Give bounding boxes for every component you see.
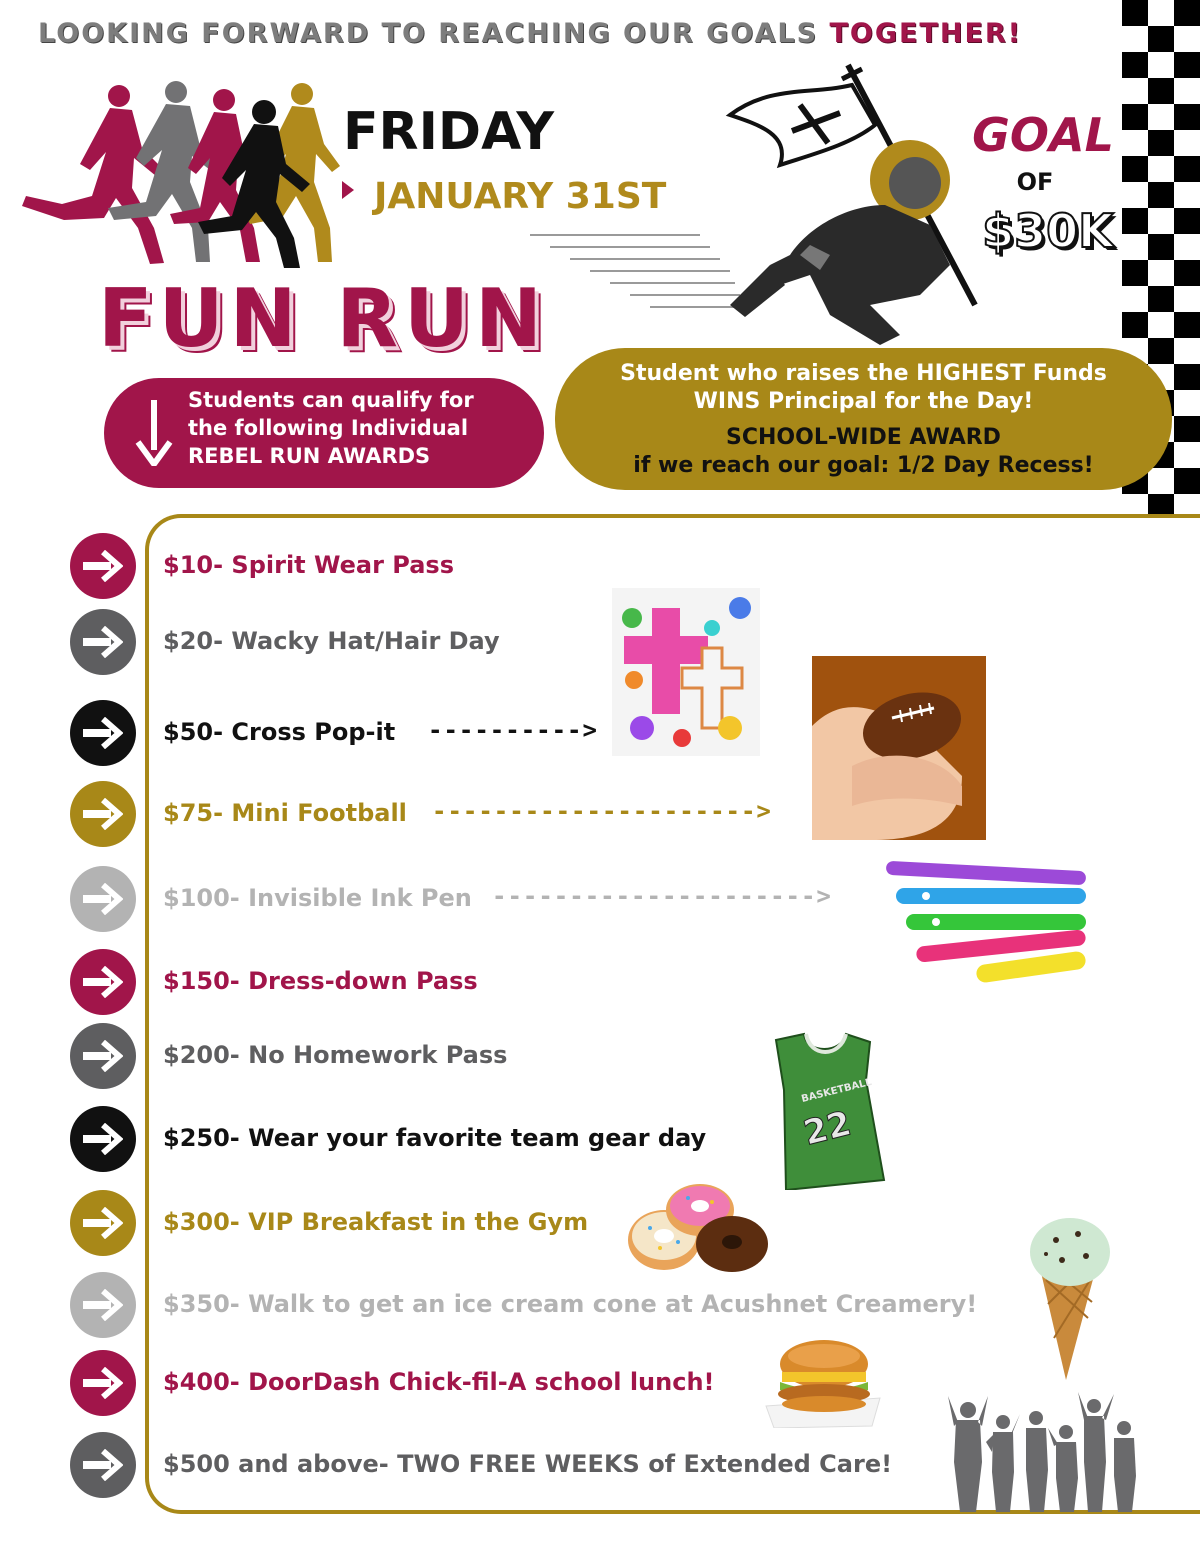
reward-tier	[70, 781, 1170, 849]
goal-amount: $30K	[982, 204, 1114, 258]
arrow-down-icon	[134, 400, 174, 466]
arrow-right-icon	[70, 866, 136, 932]
arrow-right-icon	[70, 1432, 136, 1498]
tagline-main: LOOKING FORWARD TO REACHING OUR GOALS	[38, 18, 830, 49]
arrow-right-icon	[70, 1190, 136, 1256]
arrow-right-icon	[70, 700, 136, 766]
basketball-jersey-image	[766, 1030, 886, 1190]
chicken-sandwich-image	[762, 1336, 884, 1428]
reward-tier-label: $200- No Homework Pass	[163, 1041, 508, 1069]
donuts-image	[624, 1180, 770, 1280]
reward-tier-label: $100- Invisible Ink Pen	[163, 884, 472, 912]
qualify-line-1: Students can qualify for	[188, 388, 474, 412]
award-line-2: WINS Principal for the Day!	[693, 389, 1034, 414]
qualify-banner	[104, 378, 544, 488]
arrow-right-icon	[70, 533, 136, 599]
reward-tier-pointer: --------------------->	[432, 797, 772, 825]
reward-tier-label: $400- DoorDash Chick-fil-A school lunch!	[163, 1368, 715, 1396]
jersey-text: BASKETBALL	[800, 1076, 873, 1106]
reward-tier	[70, 1023, 1170, 1091]
ice-cream-cone-image	[1026, 1208, 1114, 1380]
reward-tier-pointer: ---------->	[428, 716, 598, 744]
date-pointer-icon	[342, 181, 354, 199]
award-line-1: Student who raises the HIGHEST Funds	[620, 361, 1107, 386]
invisible-ink-pens-image	[876, 858, 1094, 984]
reward-tier-label: $10- Spirit Wear Pass	[163, 551, 454, 579]
tagline	[38, 18, 1118, 49]
arrow-right-icon	[70, 781, 136, 847]
award-line-3: SCHOOL-WIDE AWARD	[726, 425, 1001, 450]
arrow-right-icon	[70, 609, 136, 675]
reward-tier-label: $75- Mini Football	[163, 799, 407, 827]
goal-of-label: OF	[1016, 168, 1054, 196]
qualify-line-2: the following Individual	[188, 416, 469, 440]
event-title: FUN RUN	[98, 272, 548, 365]
reward-tier-label: $350- Walk to get an ice cream cone at Acushnet Creamery!	[163, 1290, 978, 1318]
goal-label: GOAL	[972, 108, 1114, 162]
kids-cheering-silhouette-image	[948, 1392, 1140, 1512]
reward-tier	[70, 1190, 1170, 1258]
event-date: JANUARY 31ST	[374, 176, 667, 217]
reward-tier	[70, 1272, 1170, 1340]
jersey-number: 22	[799, 1103, 856, 1154]
qualify-text	[188, 386, 528, 470]
arrow-right-icon	[70, 1350, 136, 1416]
arrow-right-icon	[70, 949, 136, 1015]
event-day: FRIDAY	[343, 102, 554, 162]
award-line-4: if we reach our goal: 1/2 Day Recess!	[633, 453, 1094, 478]
reward-tier-pointer: --------------------->	[492, 882, 832, 910]
mascot-runner-with-flag-image	[530, 55, 990, 355]
school-award-banner	[555, 348, 1172, 490]
reward-tier-label: $500 and above- TWO FREE WEEKS of Extended Care!	[163, 1450, 893, 1478]
reward-tier-label: $150- Dress-down Pass	[163, 967, 478, 995]
reward-tier-label: $20- Wacky Hat/Hair Day	[163, 627, 500, 655]
qualify-line-3: REBEL RUN AWARDS	[188, 444, 431, 468]
reward-tier-label: $250- Wear your favorite team gear day	[163, 1124, 707, 1152]
top-fundraiser-award	[555, 360, 1172, 416]
mini-football-image	[812, 656, 986, 840]
arrow-right-icon	[70, 1272, 136, 1338]
arrow-right-icon	[70, 1023, 136, 1089]
reward-tier-label: $300- VIP Breakfast in the Gym	[163, 1208, 589, 1236]
runners-silhouette-image	[14, 78, 344, 268]
school-wide-award	[555, 424, 1172, 480]
arrow-right-icon	[70, 1106, 136, 1172]
cross-pop-it-image	[612, 588, 760, 756]
tagline-accent: TOGETHER!	[829, 18, 1022, 49]
reward-tier-label: $50- Cross Pop-it	[163, 718, 396, 746]
reward-tier	[70, 1106, 1170, 1174]
